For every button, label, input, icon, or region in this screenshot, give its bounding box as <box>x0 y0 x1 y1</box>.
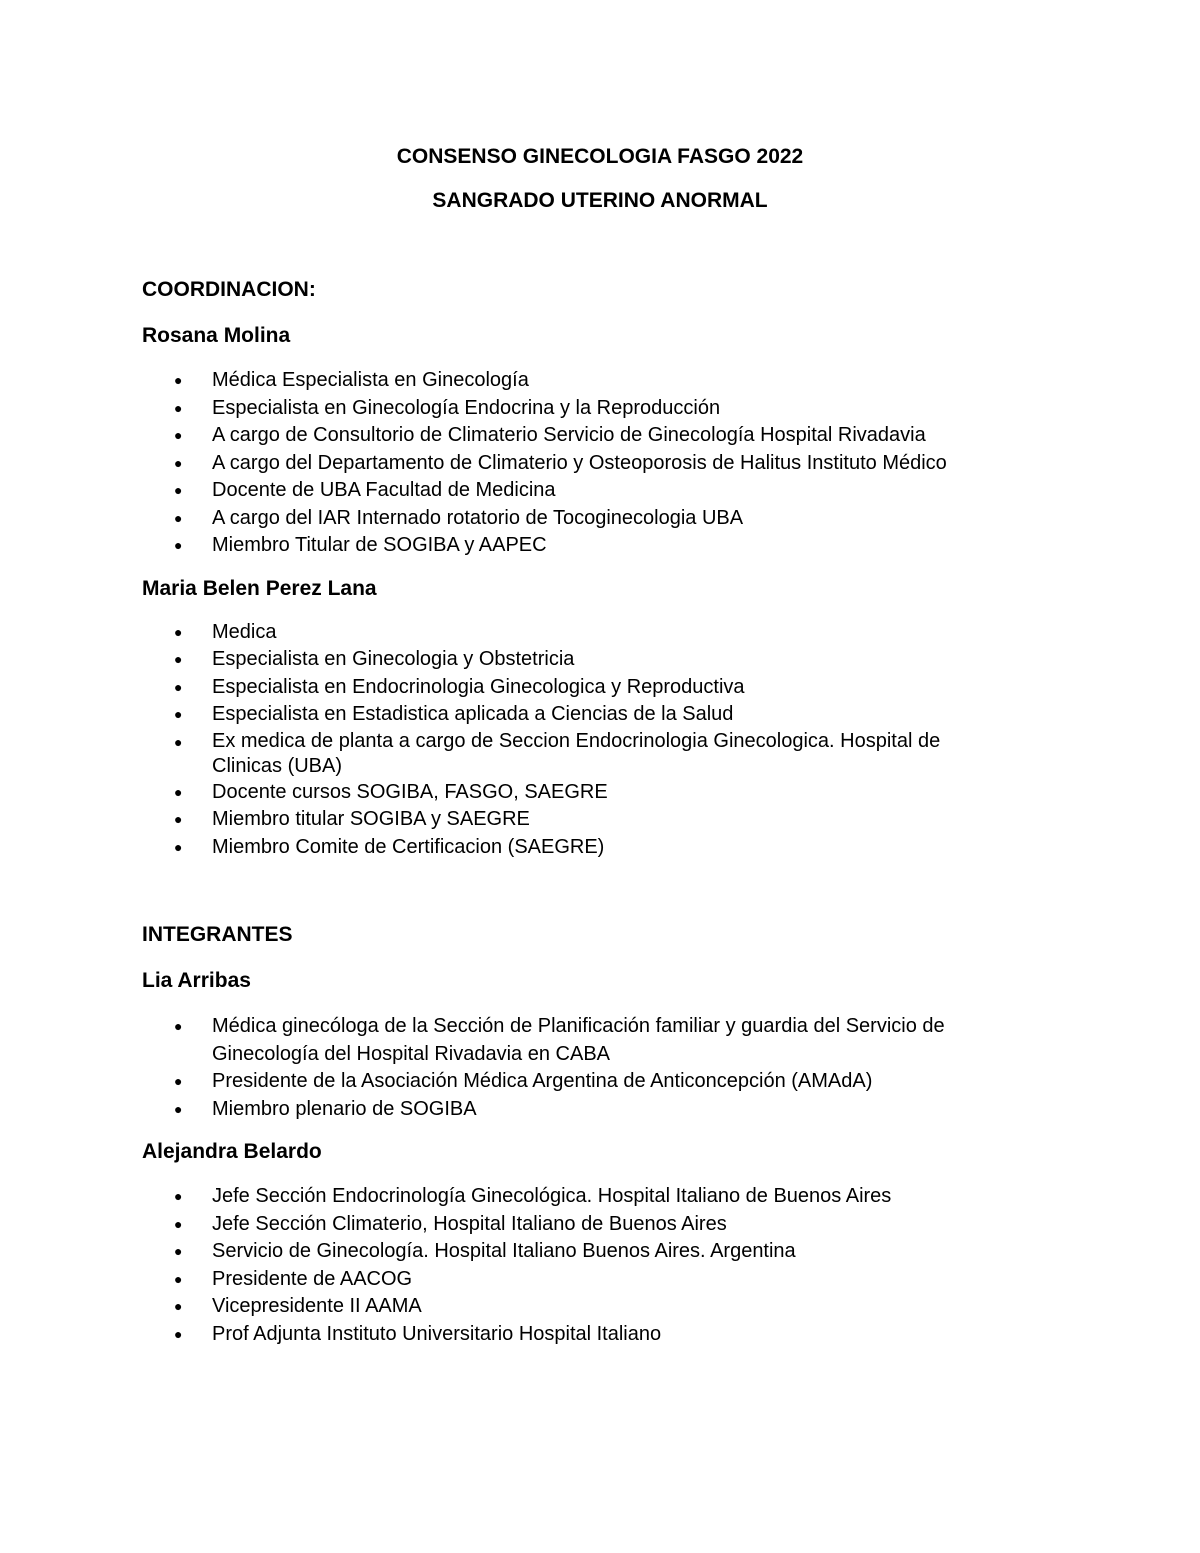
role-text: Especialista en Endocrinologia Ginecologica y Reproductiva <box>212 675 745 698</box>
bullet-icon: ● <box>174 783 183 800</box>
bullet-icon: ● <box>174 811 183 827</box>
role-text: Miembro plenario de SOGIBA <box>212 1097 477 1120</box>
bullet-icon: ● <box>174 1100 183 1117</box>
list-item <box>142 729 1012 779</box>
bullet-icon: ● <box>174 372 183 388</box>
document-subtitle: SANGRADO UTERINO ANORMAL <box>432 189 768 212</box>
list-item <box>142 1321 1012 1349</box>
role-text: Miembro Titular de SOGIBA y AAPEC <box>212 534 547 556</box>
section-heading-integrantes: INTEGRANTES <box>142 923 293 946</box>
section-heading-coordinacion: COORDINACION: <box>142 278 316 301</box>
list-item <box>142 619 1012 647</box>
list-item <box>142 779 1012 807</box>
bullet-icon: ● <box>174 678 183 695</box>
list-item <box>142 422 1012 450</box>
bullet-icon: ● <box>174 537 183 553</box>
bullet-icon: ● <box>174 1188 183 1204</box>
role-text: Prof Adjunta Instituto Universitario Hospital Italiano <box>212 1322 662 1345</box>
list-item <box>142 532 1012 560</box>
bullet-icon: ● <box>174 399 183 416</box>
role-text: Docente de UBA Facultad de Medicina <box>212 479 556 501</box>
document-body <box>142 278 1042 1348</box>
role-text: Médica Especialista en Ginecología <box>212 369 529 391</box>
role-text: Vicepresidente II AAMA <box>212 1295 422 1317</box>
role-text: Ex medica de planta a cargo de Seccion Endocrinologia Ginecologica. Hospital de Clinicas (UBA) <box>212 729 941 777</box>
bullet-icon: ● <box>174 838 183 855</box>
bullet-icon: ● <box>174 733 183 750</box>
list-item <box>142 395 1012 423</box>
role-text: Especialista en Estadistica aplicada a Ciencias de la Salud <box>212 703 734 725</box>
bullet-icon: ● <box>174 706 183 722</box>
role-text: A cargo del Departamento de Climaterio y Osteoporosis de Halitus Instituto Médico <box>212 451 947 474</box>
role-text: Médica ginecóloga de la Sección de Planificación familiar y guardia del Servicio de Ginecología del Hospital Rivadavia en CABA <box>212 1015 945 1065</box>
list-item <box>142 806 1012 834</box>
bullet-icon: ● <box>174 1298 183 1314</box>
list-item <box>142 505 1012 533</box>
list-item <box>142 834 1012 862</box>
list-item <box>142 477 1012 505</box>
bullet-icon: ● <box>174 454 183 471</box>
role-text: A cargo del IAR Internado rotatorio de Tocoginecologia UBA <box>212 506 744 529</box>
bullet-icon: ● <box>174 509 183 526</box>
role-text: Especialista en Ginecologia y Obstetricia <box>212 648 575 670</box>
list-item <box>142 1013 1012 1068</box>
bullet-icon: ● <box>174 651 183 667</box>
role-list <box>142 1183 1042 1348</box>
list-item <box>142 1238 1012 1266</box>
person-name: Alejandra Belardo <box>142 1140 322 1163</box>
role-list <box>142 1013 1042 1123</box>
role-text: Miembro titular SOGIBA y SAEGRE <box>212 808 530 830</box>
list-item <box>142 1293 1012 1321</box>
bullet-icon: ● <box>174 1073 183 1089</box>
role-text: Presidente de AACOG <box>212 1267 413 1290</box>
list-item <box>142 1096 1012 1124</box>
bullet-icon: ● <box>174 1215 183 1232</box>
bullet-icon: ● <box>174 1325 183 1342</box>
list-item <box>142 1266 1012 1294</box>
list-item <box>142 701 1012 729</box>
role-text: Presidente de la Asociación Médica Argentina de Anticoncepción (AMAdA) <box>212 1070 873 1092</box>
bullet-icon: ● <box>174 1243 183 1259</box>
list-item <box>142 646 1012 674</box>
bullet-icon: ● <box>174 1018 183 1034</box>
role-text: A cargo de Consultorio de Climaterio Servicio de Ginecología Hospital Rivadavia <box>212 424 926 446</box>
list-item <box>142 367 1012 395</box>
list-item <box>142 674 1012 702</box>
list-item <box>142 1068 1012 1096</box>
bullet-icon: ● <box>174 623 183 640</box>
list-item <box>142 450 1012 478</box>
role-text: Medica <box>212 620 277 643</box>
role-text: Miembro Comite de Certificacion (SAEGRE) <box>212 835 605 858</box>
document-title: CONSENSO GINECOLOGIA FASGO 2022 <box>396 145 804 168</box>
role-text: Docente cursos SOGIBA, FASGO, SAEGRE <box>212 780 608 803</box>
role-text: Jefe Sección Endocrinología Ginecológica. Hospital Italiano de Buenos Aires <box>212 1185 892 1207</box>
role-text: Servicio de Ginecología. Hospital Italiano Buenos Aires. Argentina <box>212 1240 796 1262</box>
bullet-icon: ● <box>174 482 183 498</box>
person-name: Lia Arribas <box>142 969 251 992</box>
role-list <box>142 367 1042 560</box>
role-text: Jefe Sección Climaterio, Hospital Italiano de Buenos Aires <box>212 1212 727 1235</box>
bullet-icon: ● <box>174 1270 183 1287</box>
role-list <box>142 619 1042 862</box>
person-name: Rosana Molina <box>142 324 291 347</box>
bullet-icon: ● <box>174 427 183 443</box>
list-item <box>142 1183 1012 1211</box>
list-item <box>142 1211 1012 1239</box>
person-name: Maria Belen Perez Lana <box>142 576 377 600</box>
role-text: Especialista en Ginecología Endocrina y la Reproducción <box>212 396 721 419</box>
